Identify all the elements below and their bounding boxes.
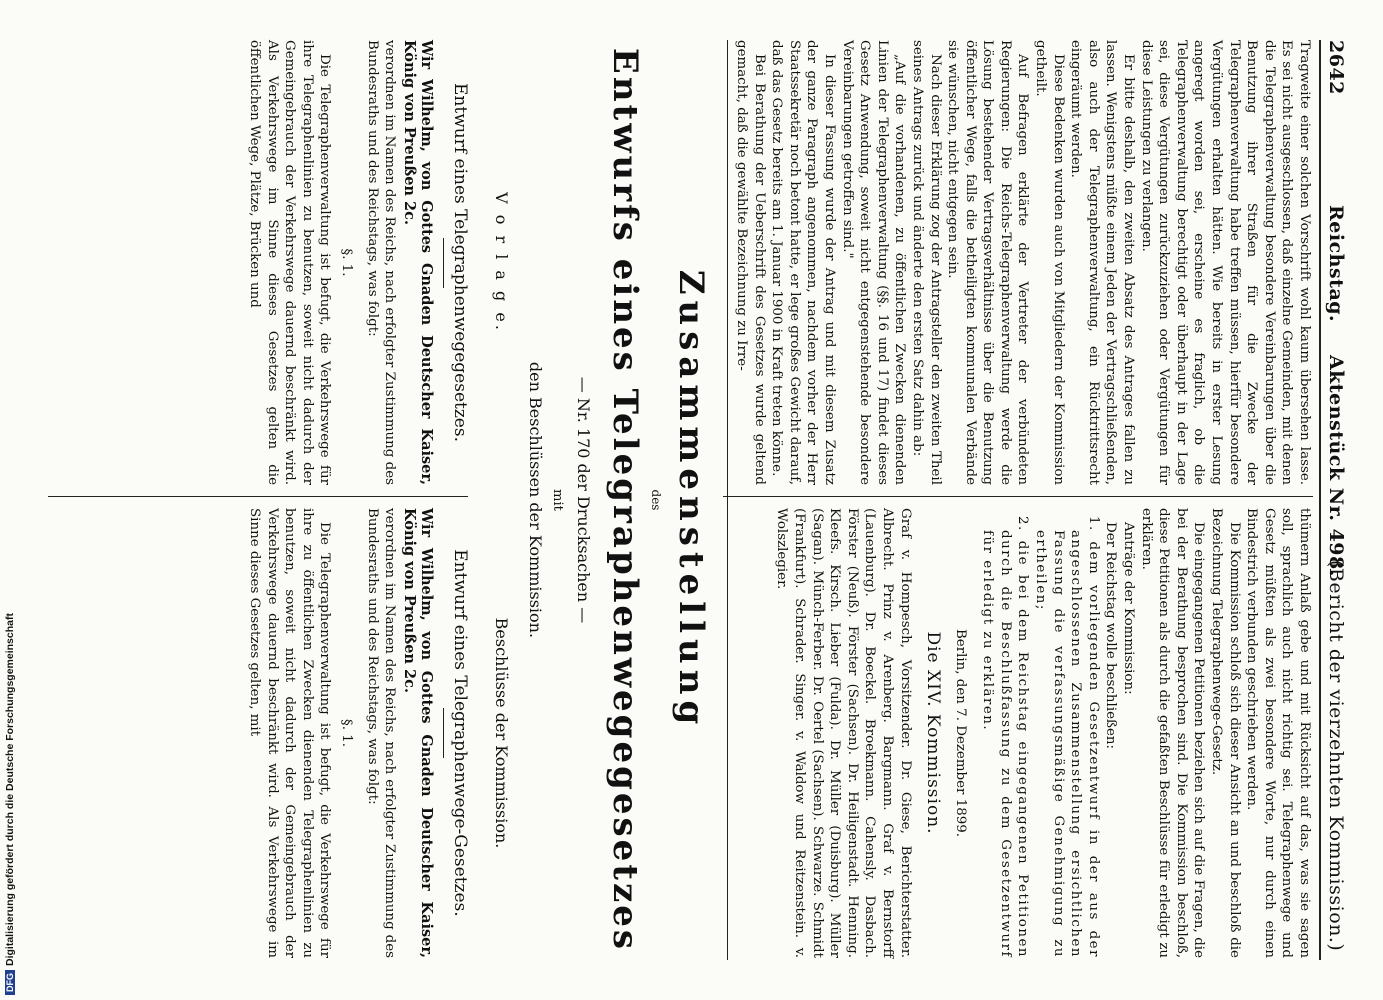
paragraph: Bei Berathung der Ueberschrift des Gesetzes wurde geltend gemacht, daß die gewählte Bezeichnung zu Irre- (734, 40, 767, 485)
motion-heading: Anträge der Kommission: (1121, 522, 1137, 695)
page-number: 2642 (1325, 40, 1347, 95)
paragraph: Tragweite einer solchen Vorschrift wohl kaum übersehen lasse. Es sei nicht ausgeschlossen, daß einzelne Gemeinden, mit denen die Telegraphenverwaltung besondere Vereinbarungen über die Benutzung ihrer Straßen für die Zwecke der Telegraphenverwaltung habe treffen müssen, hierfür besondere Vergütungen erhalten hätten. Wie bereits in erster Lesung angeregt worden sei, erscheine es fraglich, ob die Telegraphenverwaltung berechtigt oder überhaupt in der Lage sei, diese Vergütungen zurückzuziehen oder Vergütungen für diese Leistungen zu verlangen. (1138, 40, 1312, 485)
vorlage-heading: Entwurf eines Telegraphenwegegesetzes. (450, 83, 470, 442)
motion-item: 1. dem vorliegenden Gesetzentwurf in der aus der angeschlossenen Zusammenstellung ersichtlichen Fassung die verfassungsmäßige Genehmigung zu ertheilen; (1033, 516, 1101, 958)
short-rule (443, 238, 444, 288)
paragraph: Die eingegangenen Petitionen beziehen sich auf die Fragen, die bei der Berathung besprochen sind. Die Kommission beschloß, diese Petitionen als durch die gefaßten Beschlüsse für erledigt zu erklären. (1138, 508, 1207, 958)
vorlage-column (245, 40, 468, 485)
left-text-column (732, 40, 1313, 485)
preamble-text: verordnen im Namen des Reichs, nach erfolgter Zustimmung des Bundesraths und des Reichstags, was folgt: (364, 40, 398, 485)
funding-text: Digitalisierung gefördert durch die Deutsche Forschungsgemeinschaft (4, 613, 16, 966)
paragraph: Diese Bedenken wurden auch von Mitgliedern der Kommission getheilt. (1033, 40, 1066, 485)
column-divider (723, 496, 1313, 497)
section-rule (727, 40, 728, 960)
beschluesse-column (245, 508, 468, 958)
preamble-text: verordnen im Namen des Reichs, nach erfolgter Zustimmung des Bundesraths und des Reichstags, was folgt: (364, 508, 398, 958)
paragraph: „Auf die vorhandenen, zu öffentlichen Zwecken dienenden Linien der Telegraphenverwaltung (§§. 16 und 17) findet dieses Gesetz Anwendung, soweit nicht entgegenstehende besondere Vereinbarungen getroffen sind." (839, 40, 908, 485)
preamble-sovereign: Wir Wilhelm, von Gottes Gnaden Deutscher Kaiser, König von Preußen 2c. (400, 508, 436, 958)
lower-column-divider (48, 496, 468, 497)
header-source: Reichstag. (1325, 205, 1347, 323)
dfg-logo: DFG (5, 970, 15, 995)
beschluesse-heading: Entwurf eines Telegraphenwege-Gesetzes. (450, 549, 470, 917)
compilation-subtitle: Entwurfs eines Telegraphenwegegesetzes (605, 47, 645, 953)
header-section: (Bericht der vierzehnten Kommission.) (1325, 560, 1347, 952)
paragraph: Die Kommission schloß sich dieser Ansicht an und beschloß die Bezeichnung Telegraphenwege-Gesetz. (1209, 508, 1242, 958)
section-text: Die Telegraphenverwaltung ist befugt, die Verkehrswege für ihre zu öffentlichen Zwecken dienenden Telegraphenlinien zu benutzen, soweit nicht dadurch der Gemeingebrauch der Verkehrswege dauernd beschränkt wird. Als Verkehrswege im Sinne dieses Gesetzes gelten, mit (247, 508, 333, 958)
section-number: §. 1. (339, 248, 355, 277)
funding-note (2, 605, 18, 995)
section-number: §. 1. (339, 719, 355, 747)
resolutions-line: den Beschlüssen der Kommission. (526, 361, 545, 639)
label-vorlage: V o r l a g e. (492, 192, 511, 333)
label-beschluesse: Beschlüsse der Kommission. (492, 617, 511, 849)
paragraph: thümern Anlaß gebe und mit Rücksicht auf das, was sie sagen soll, sprachlich auch nicht richtig sei. Telegraphenwege und Gesetz müßten als zwei besondere Worte, nur durch einen Bindestrich verbunden geschrieben werden. (1244, 508, 1312, 958)
section-text: Die Telegraphenverwaltung ist befugt, die Verkehrswege für ihre Telegraphenlinien zu benutzen, soweit nicht dadurch der Gemeingebrauch der Verkehrswege dauernd beschränkt wird. Als Verkehrswege im Sinne dieses Gesetzes gelten die öffentlichen Wege, Plätze, Brücken und (247, 40, 333, 485)
date-line: Berlin, den 7. Dezember 1899. (952, 628, 968, 838)
title-des: des (649, 489, 663, 511)
header-rule (1319, 40, 1321, 960)
preamble-sovereign: Wir Wilhelm, von Gottes Gnaden Deutscher Kaiser, König von Preußen 2c. (400, 40, 436, 485)
motion-intro: Der Reichstag wolle beschließen: (1103, 522, 1119, 750)
short-rule (443, 708, 444, 758)
mit-word: mit (550, 489, 565, 511)
right-text-column (773, 508, 1313, 958)
compilation-title: Zusammenstellung (671, 269, 711, 731)
paragraph: Auf Befragen erklärte der Vertreter der verbündeten Regierungen: Die Reichs-Telegraphenverwaltung werde die Lösung bestehender Vertragsverhältnisse über die Benutzung öffentlicher Wege, falls die betheiligten kommunalen Verbände sie wünschen, nicht entgegen sein. (945, 40, 1031, 485)
print-reference: — Nr. 170 der Drucksachen — (574, 376, 593, 624)
commission-title: Die XIV. Kommission. (923, 631, 944, 835)
paragraph: In dieser Fassung wurde der Antrag und mit diesem Zusatz der ganze Paragraph angenommen, nachdem vorher der Herr Staatssekretär noch betont hatte, er lege großes Gewicht darauf, daß das Gesetz bereits am 1. Januar 1900 in Kraft treten könne. (769, 40, 837, 485)
paragraph: Nach dieser Erklärung zog der Antragsteller den zweiten Theil seines Antrags zurück und änderte den ersten Satz dahin ab: (909, 40, 943, 485)
motion-item: 2. die bei dem Reichstag eingegangenen Petitionen durch die Beschlußfassung zu dem Gesetzentwurf für erledigt zu erklären. (980, 516, 1031, 958)
header-document-number: Aktenstück Nr. 498. (1325, 355, 1347, 577)
commission-members: Graf v. Hompesch, Vorsitzender. Dr. Giese, Berichterstatter. Albrecht. Prinz v. Arenberg. Bargmann. Graf v. Bernstorff (Lauenburg). Dr. Boeckel. Broekmann. Cahensly. Dasbach. Förster (Neuß). Förster (Sachsen). Dr. Heiligenstadt. Henning. Kleefs. Kirsch. Lieber (Fulda). Dr. Müller (Duisburg). Müller (Sagan). Münch-Ferber. Dr. Oertel (Sachsen). Schwarze. Schmidt (Frankfurt). Schrader. Singer. v. Waldow und Reitzenstein. v. Wolszlegier. (774, 508, 913, 958)
paragraph: Er bitte deshalb, den zweiten Absatz des Antrages fallen zu lassen. Wenigstens müßte einem Jeden der Vertragschließenden, also auch der Telegraphenverwaltung, ein Rücktrittsrecht eingeräumt werden. (1068, 40, 1137, 485)
